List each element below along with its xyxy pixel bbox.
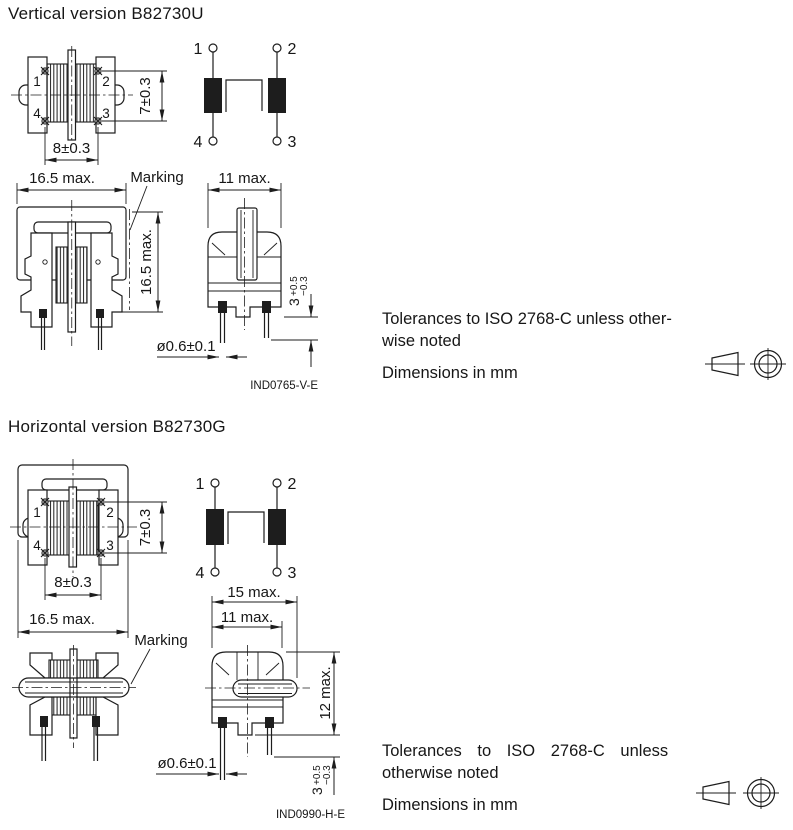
vertical-schematic (194, 41, 297, 151)
pin-number-2: 2 (106, 505, 114, 520)
pin-number-4: 4 (33, 538, 41, 553)
schematic-pin-2: 2 (287, 41, 297, 58)
pin-joint-right (262, 301, 271, 313)
pin-marker (41, 498, 49, 506)
svg-text:−0.3: −0.3 (322, 765, 333, 785)
dim-label-height: 16.5 max. (138, 229, 155, 295)
pin-number-3: 3 (102, 106, 110, 121)
pin-joint-left (218, 717, 227, 728)
dim-label-pin-diameter: ø0.6±0.1 (157, 755, 217, 772)
pin-marker (41, 549, 49, 557)
dim-label-outer-width: 16.5 max. (29, 611, 95, 628)
core-symbol (228, 512, 264, 544)
core-bar-end (233, 680, 297, 697)
dim-label-width: 16.5 max. (29, 170, 95, 187)
schematic-pin-1: 1 (195, 476, 205, 493)
dim-label-height: 7±0.3 (137, 508, 154, 547)
pin-marker (41, 67, 49, 75)
vertical-top-view (11, 46, 167, 165)
pin-joint-left (39, 309, 47, 318)
marking-leader (131, 649, 150, 684)
vertical-front-view (17, 169, 184, 350)
terminal-4 (211, 568, 219, 576)
pin-joint-left (40, 716, 48, 727)
svg-text:3: 3 (309, 787, 325, 795)
pin-marker (97, 549, 105, 557)
first-angle-projection-symbol (705, 348, 786, 380)
schematic-pin-3: 3 (287, 134, 297, 151)
marking-leader (130, 186, 147, 230)
schematic-pin-3: 3 (287, 565, 297, 582)
marking-label: Marking (134, 632, 188, 649)
horizontal-schematic (196, 476, 297, 582)
terminal-3 (273, 137, 281, 145)
pin-number-1: 1 (33, 505, 41, 520)
dimensions-note: Dimensions in mm (382, 796, 518, 814)
dim-label-width: 8±0.3 (52, 140, 91, 157)
marking-label: Marking (130, 169, 184, 186)
svg-text:3: 3 (286, 298, 302, 306)
horizontal-top-view (10, 459, 167, 638)
terminal-1 (211, 479, 219, 487)
winding-symbol-right (268, 509, 286, 545)
vertical-section-title: Vertical version B82730U (8, 4, 204, 23)
schematic-pin-4: 4 (195, 565, 205, 582)
horizontal-section-title: Horizontal version B82730G (8, 417, 226, 436)
terminal-4 (209, 137, 217, 145)
pin-number-3: 3 (106, 538, 114, 553)
schematic-pin-2: 2 (287, 476, 297, 493)
flange-top-right (96, 653, 118, 678)
svg-text:+0.5: +0.5 (289, 276, 300, 296)
dim-label-width: 11 max. (218, 170, 271, 187)
pin-joint-right (92, 716, 100, 727)
schematic-pin-4: 4 (193, 134, 203, 151)
dim-label-width: 11 max. (220, 609, 274, 626)
tolerance-note-line1: Tolerances to ISO 2768-C unless other- (382, 310, 672, 328)
pin-marker (97, 498, 105, 506)
winding-symbol-left (206, 509, 224, 545)
dim-label-standoff (286, 276, 310, 306)
pin-marker (94, 67, 102, 75)
tolerance-note-line2: wise noted (382, 332, 461, 350)
pin-joint-right (96, 309, 104, 318)
vertical-side-view (156, 170, 318, 392)
core-symbol (226, 80, 262, 112)
pin-marker (41, 117, 49, 125)
svg-text:+0.5: +0.5 (312, 765, 323, 785)
core-limb-end (237, 208, 257, 280)
horizontal-front-view (12, 632, 188, 761)
horizontal-side-view (156, 584, 345, 821)
dim-label-pin-diameter: ø0.6±0.1 (156, 338, 216, 355)
pin-joint-right (265, 717, 274, 728)
terminal-2 (273, 44, 281, 52)
terminal-3 (273, 568, 281, 576)
tolerance-note-line2: otherwise noted (382, 764, 499, 782)
winding-symbol-right (268, 78, 286, 113)
pin-number-2: 2 (102, 74, 110, 89)
schematic-pin-1: 1 (193, 41, 203, 58)
terminal-1 (209, 44, 217, 52)
dim-label-outer-width: 15 max. (227, 584, 281, 601)
winding-symbol-left (204, 78, 222, 113)
tolerance-note-line1: Tolerances to ISO 2768-C unless (382, 742, 669, 760)
terminal-2 (273, 479, 281, 487)
svg-text:−0.3: −0.3 (299, 276, 310, 296)
pin-number-1: 1 (33, 74, 41, 89)
drawing-number: IND0990-H-E (275, 809, 345, 821)
drawing-number: IND0765-V-E (250, 380, 318, 392)
pin-marker (94, 117, 102, 125)
center-limb (68, 222, 76, 332)
dim-label-height: 7±0.3 (137, 77, 154, 115)
pin-joint-left (218, 301, 227, 313)
dim-label-standoff (309, 765, 333, 795)
pin-number-4: 4 (33, 106, 41, 121)
dim-label-width: 8±0.3 (54, 574, 92, 591)
dimensions-note: Dimensions in mm (382, 364, 518, 382)
dim-label-height: 12 max. (317, 666, 334, 720)
first-angle-projection-symbol (696, 777, 779, 809)
